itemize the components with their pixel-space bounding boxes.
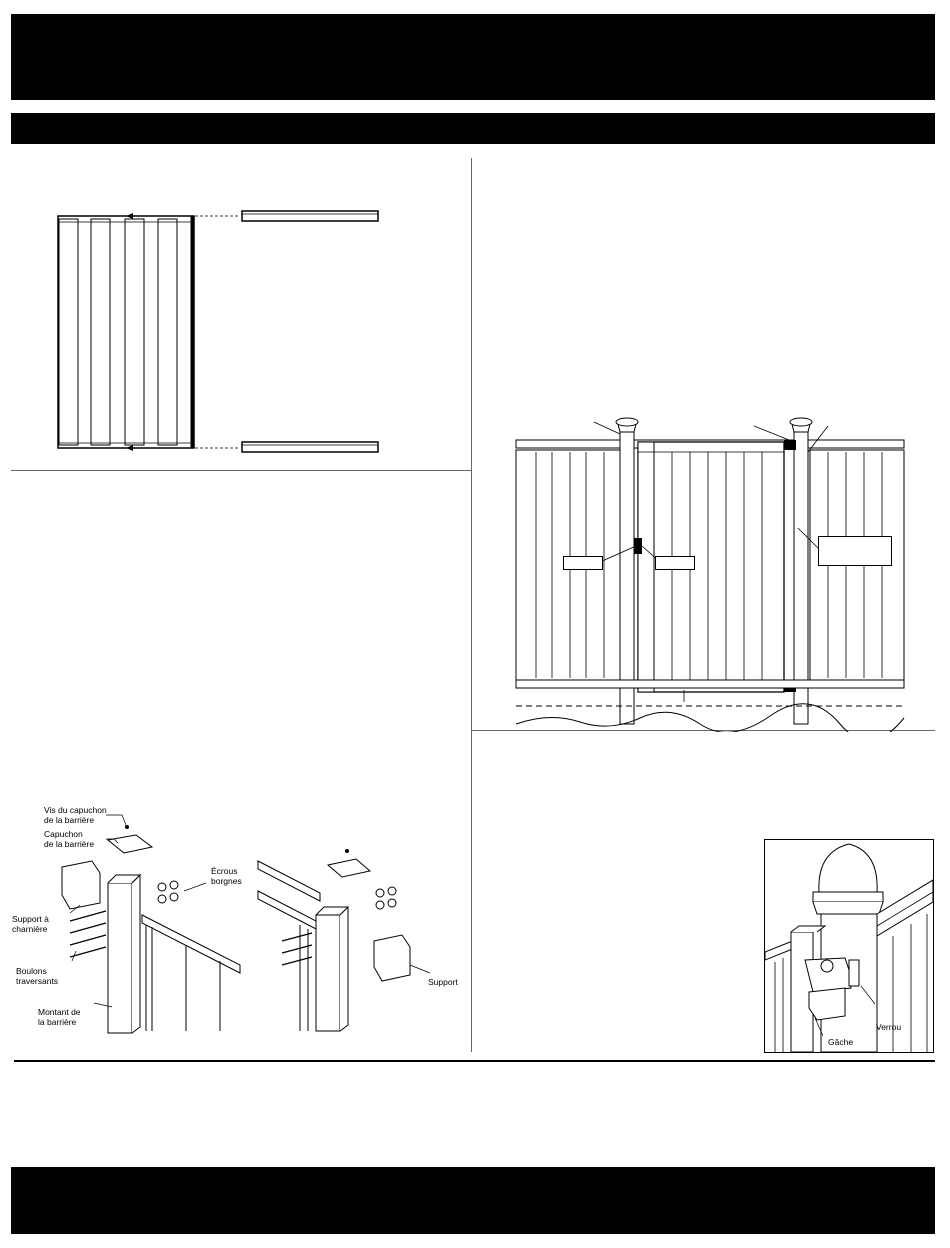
label-cap: Capuchon de la barrière [44, 829, 95, 849]
label-box-center [655, 556, 695, 570]
label-box-right [818, 536, 892, 566]
bottom-banner [11, 1167, 935, 1234]
top-banner [11, 14, 935, 100]
left-rule [11, 470, 471, 471]
installed-gate-drawing [510, 412, 910, 732]
label-gate-post: Montant de la barrière [38, 1007, 81, 1027]
label-cap-screw: Vis du capuchon de la barrière [44, 805, 107, 825]
section-title-bar [11, 113, 935, 144]
footer-rule [14, 1060, 935, 1062]
panel-assembly-drawing [40, 200, 390, 460]
latch-detail-drawing [765, 840, 933, 1052]
label-box-left [563, 556, 603, 570]
label-hinge-bracket: Support à charnière [12, 914, 49, 934]
column-divider [471, 158, 472, 1052]
label-through-bolts: Boulons traversants [16, 966, 59, 986]
label-keeper: Gâche [828, 1037, 854, 1047]
installed-gate-figure [510, 412, 910, 732]
panel-assembly-figure [40, 200, 390, 460]
label-latch: Verrou [876, 1022, 902, 1032]
label-cap-nuts: Écrous borgnes [211, 866, 242, 886]
latch-detail-figure [764, 839, 934, 1053]
label-bracket: Support [428, 977, 458, 987]
